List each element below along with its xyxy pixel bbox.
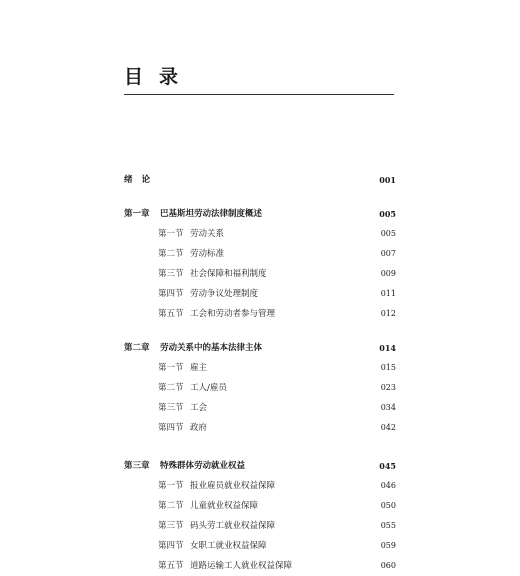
section-entry[interactable] [124,358,396,378]
page-number: 005 [379,209,396,219]
page-number: 055 [380,521,396,530]
section-label: 第二节 [158,501,184,511]
page-number: 045 [379,461,396,471]
intro-char-2: 论 [141,175,151,185]
section-label: 第三节 [158,403,184,413]
section-entry[interactable] [124,556,396,576]
section-title: 工会和劳动者参与管理 [190,309,276,319]
page-number: 023 [380,383,396,392]
section-entry[interactable] [124,536,396,556]
page-number: 059 [380,541,396,550]
chapter-label: 第三章 [124,461,150,471]
section-entry[interactable] [124,264,396,284]
toc-intro-entry[interactable] [124,170,396,190]
chapter-title: 巴基斯坦劳动法律制度概述 [160,209,263,219]
section-title: 劳动标准 [190,249,225,259]
section-label: 第三节 [158,269,184,279]
section-title: 报业雇员就业权益保障 [190,481,276,491]
page-number: 050 [380,501,396,510]
chapter-title: 特殊群体劳动就业权益 [160,461,246,471]
section-entry[interactable] [124,496,396,516]
chapter-label: 第二章 [124,343,150,353]
section-entry[interactable] [124,304,396,324]
section-title: 劳动争议处理制度 [190,289,259,299]
page-number: 015 [380,363,396,372]
page-number: 046 [380,481,396,490]
chapter-heading[interactable] [124,456,396,476]
section-entry[interactable] [124,244,396,264]
page-number: 012 [380,309,396,318]
page-number: 042 [380,423,396,432]
section-title: 儿童就业权益保障 [190,501,259,511]
page-number: 034 [380,403,396,412]
chapter-label: 第一章 [124,209,150,219]
chapter-title: 劳动关系中的基本法律主体 [160,343,263,353]
section-label: 第四节 [158,289,184,299]
chapter-2 [124,338,396,438]
section-label: 第二节 [158,249,184,259]
page-number: 005 [380,229,396,238]
page-number: 014 [379,343,396,353]
section-label: 第五节 [158,309,184,319]
section-label: 第五节 [158,561,184,571]
page-number: 009 [380,269,396,278]
table-of-contents [124,170,396,576]
section-title: 道路运输工人就业权益保障 [190,561,293,571]
section-title: 工会 [190,403,208,413]
intro-char-1: 绪 [124,175,133,185]
section-title: 政府 [190,423,208,433]
section-entry[interactable] [124,516,396,536]
section-title: 码头劳工就业权益保障 [190,521,276,531]
section-entry[interactable] [124,418,396,438]
section-label: 第一节 [158,363,184,373]
section-title: 女职工就业权益保障 [190,541,267,551]
section-entry[interactable] [124,284,396,304]
page-number: 007 [380,249,396,258]
title-divider [124,94,394,95]
chapter-heading[interactable] [124,338,396,358]
section-label: 第三节 [158,521,184,531]
section-title: 雇主 [190,363,208,373]
section-title: 工人/雇员 [190,383,227,393]
chapter-heading[interactable] [124,204,396,224]
section-label: 第一节 [158,481,184,491]
chapter-3 [124,456,396,576]
section-title: 劳动关系 [190,229,225,239]
section-label: 第二节 [158,383,184,393]
section-entry[interactable] [124,224,396,244]
section-entry[interactable] [124,378,396,398]
section-entry[interactable] [124,398,396,418]
title-char-1: 目 [124,66,144,88]
title-char-2: 录 [159,66,179,88]
section-entry[interactable] [124,476,396,496]
page-number: 060 [380,561,396,570]
section-title: 社会保障和福利制度 [190,269,267,279]
section-label: 第四节 [158,541,184,551]
page-number: 011 [380,289,396,298]
chapter-1 [124,204,396,324]
section-label: 第四节 [158,423,184,433]
section-label: 第一节 [158,229,184,239]
page-number: 001 [379,175,396,185]
page-title [124,62,178,89]
